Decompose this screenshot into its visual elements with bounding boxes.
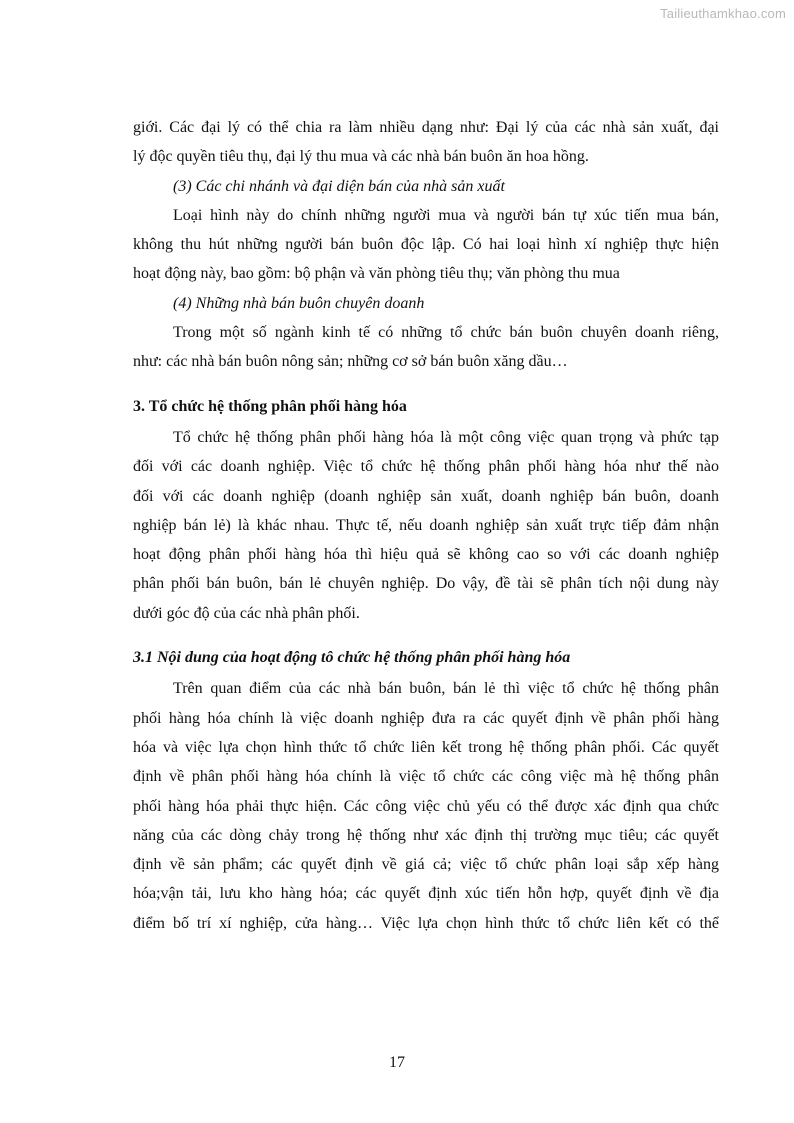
text-line: đối với các doanh nghiệp (doanh nghiệp sản xuất, doanh nghiệp bán buôn, doanh bbox=[133, 487, 719, 505]
document-body bbox=[133, 113, 719, 938]
text-line: phối hàng hóa phải thực hiện. Các công việc chủ yếu có thể được xác định qua chức bbox=[133, 797, 719, 815]
text-line: dưới góc độ của các nhà phân phối. bbox=[133, 604, 360, 622]
text-line: phối hàng hóa chính là việc doanh nghiệp đưa ra các quyết định về phân phối hàng bbox=[133, 709, 719, 727]
text-line: định về sản phẩm; các quyết định về giá cả; việc tổ chức phân loại sắp xếp hàng bbox=[133, 856, 719, 874]
text-line: điểm bố trí xí nghiệp, cửa hàng… Việc lựa chọn hình thức tổ chức liên kết có thể bbox=[133, 914, 719, 932]
text-line: không thu hút những người bán buôn độc lập. Có hai loại hình xí nghiệp thực hiện bbox=[133, 236, 719, 254]
text-line: hoạt động này, bao gồm: bộ phận và văn phòng tiêu thụ; văn phòng thu mua bbox=[133, 265, 620, 283]
text-line: phân phối bán buôn, bán lẻ chuyên nghiệp. Do vậy, đề tài sẽ phân tích nội dung này bbox=[133, 575, 719, 593]
watermark: Tailieuthamkhao.com bbox=[660, 6, 786, 21]
subheading-4: (4) Những nhà bán buôn chuyên doanh bbox=[173, 294, 425, 312]
text-line: như: các nhà bán buôn nông sản; những cơ sở bán buôn xăng dầu… bbox=[133, 353, 568, 371]
section-heading-3: 3. Tổ chức hệ thống phân phối hàng hóa bbox=[133, 397, 407, 415]
text-line: Loại hình này do chính những người mua và người bán tự xúc tiến mua bán, bbox=[173, 206, 719, 224]
text-line: Trên quan điểm của các nhà bán buôn, bán lẻ thì việc tổ chức hệ thống phân bbox=[173, 680, 719, 698]
section-heading-3-1: 3.1 Nội dung của hoạt động tô chức hệ thống phân phối hàng hóa bbox=[133, 649, 571, 667]
text-line: đối với các doanh nghiệp. Việc tổ chức hệ thống phân phối hàng hóa như thế nào bbox=[133, 458, 719, 476]
subheading-3: (3) Các chi nhánh và đại diện bán của nhà sản xuất bbox=[173, 177, 505, 195]
text-line: hóa;vận tải, lưu kho hàng hóa; các quyết định xúc tiến hỗn hợp, quyết định về địa bbox=[133, 885, 719, 903]
text-line: định về phân phối hàng hóa chính là việc tổ chức các công việc mà hệ thống phân bbox=[133, 768, 719, 786]
text-line: hóa và việc lựa chọn hình thức tổ chức liên kết trong hệ thống phân phối. Các quyết bbox=[133, 738, 719, 756]
text-line: năng của các dòng chảy trong hệ thống như xác định thị trường mục tiêu; các quyết bbox=[133, 826, 719, 844]
text-line: hoạt động phân phối hàng hóa thì hiệu quả sẽ không cao so với các doanh nghiệp bbox=[133, 546, 719, 564]
text-line: Tổ chức hệ thống phân phối hàng hóa là một công việc quan trọng và phức tạp bbox=[173, 428, 719, 446]
text-line: lý độc quyền tiêu thụ, đại lý thu mua và các nhà bán buôn ăn hoa hồng. bbox=[133, 148, 589, 166]
text-line: giới. Các đại lý có thể chia ra làm nhiều dạng như: Đại lý của các nhà sản xuất, đại bbox=[133, 119, 719, 136]
text-line: nghiệp bán lẻ) là khác nhau. Thực tế, nếu doanh nghiệp sản xuất trực tiếp đảm nhận bbox=[133, 516, 719, 534]
text-line: Trong một số ngành kinh tế có những tổ chức bán buôn chuyên doanh riêng, bbox=[173, 324, 719, 342]
page-number: 17 bbox=[389, 1054, 405, 1071]
